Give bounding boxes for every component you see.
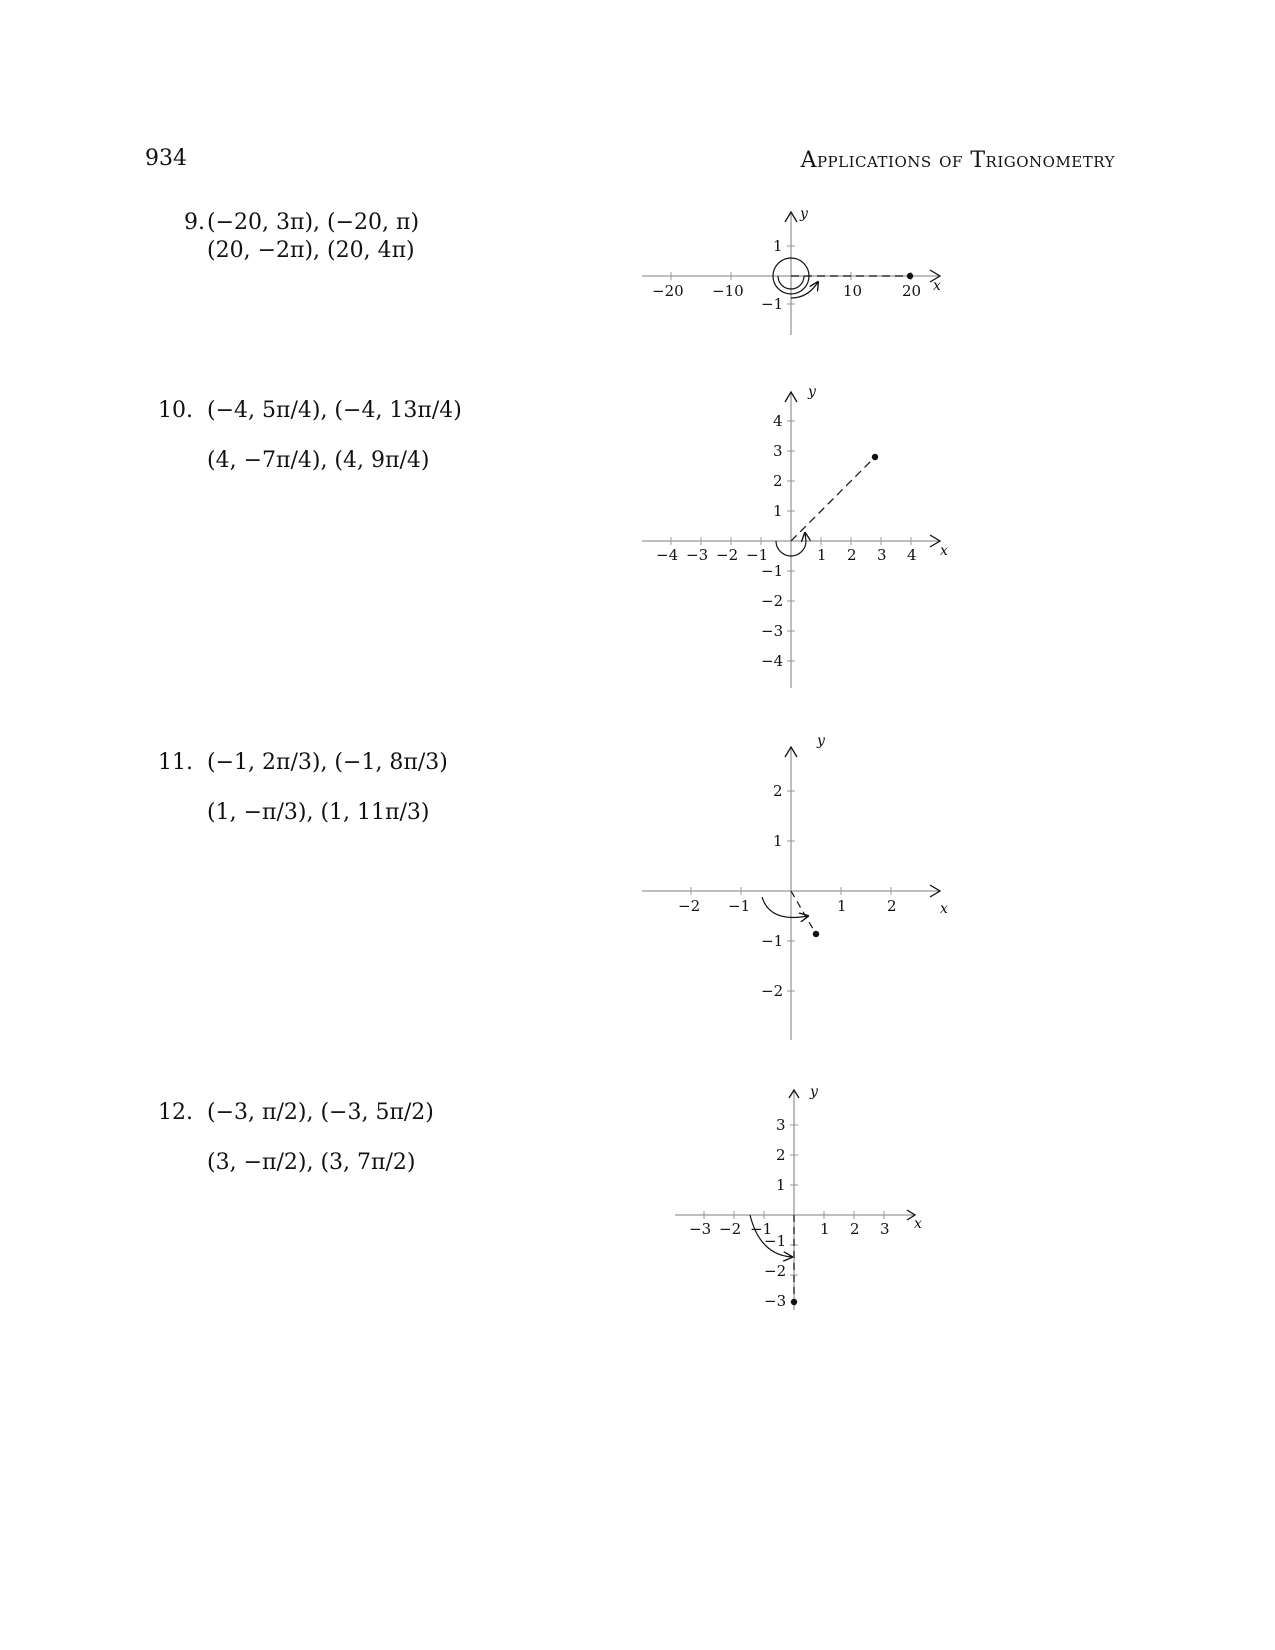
tick-label: −10 [712,282,744,300]
tick-label: −4 [656,546,679,564]
tick-label: 3 [773,442,783,460]
tick-label: 2 [850,1220,860,1238]
tick-label: −2 [719,1220,742,1238]
answer-line-2: (20, −2π), (20, 4π) [207,238,415,263]
answer-line-1: (−4, 5π/4), (−4, 13π/4) [207,398,462,423]
tick-label: 4 [907,546,917,564]
tick-label: −2 [678,897,701,915]
polar-graph-12 [670,1080,940,1320]
tick-label: 2 [773,472,783,490]
problem-number: 9. [184,210,205,235]
tick-label: 2 [776,1146,786,1164]
tick-label: 1 [820,1220,830,1238]
x-axis-label: x [914,1216,922,1232]
tick-label: 10 [843,282,863,300]
tick-label: 1 [817,546,827,564]
problem-number: 11. [158,750,193,775]
tick-label: −3 [764,1292,787,1310]
x-axis-label: x [940,543,948,559]
tick-label: −1 [761,562,784,580]
tick-label: −2 [761,592,784,610]
tick-label: −1 [746,546,769,564]
tick-label: −1 [764,1232,787,1250]
answer-line-2: (1, −π/3), (1, 11π/3) [207,800,430,825]
problem-number: 12. [158,1100,193,1125]
tick-label: 3 [877,546,887,564]
y-axis-label: y [810,1084,818,1100]
plotted-point [813,931,819,937]
tick-label: 1 [773,832,783,850]
tick-label: −1 [761,932,784,950]
tick-label: 3 [776,1116,786,1134]
tick-label: 4 [773,412,783,430]
plotted-point [907,273,913,279]
tick-label: 1 [773,237,783,255]
radius-line [791,457,875,541]
rotation-arrow [791,282,818,298]
tick-label: −20 [652,282,684,300]
tick-label: 1 [776,1176,786,1194]
page-number: 934 [145,146,187,171]
tick-label: −3 [686,546,709,564]
tick-label: −2 [716,546,739,564]
polar-graph-9 [640,200,960,340]
tick-label: 2 [773,782,783,800]
tick-label: −1 [761,295,784,313]
tick-label: 2 [887,897,897,915]
answer-line-1: (−20, 3π), (−20, π) [207,210,420,235]
tick-label: 3 [880,1220,890,1238]
problem-number: 10. [158,398,193,423]
tick-label: 1 [837,897,847,915]
y-axis-label: y [808,384,816,400]
tick-label: −2 [764,1262,787,1280]
tick-label: 1 [773,502,783,520]
tick-label: −3 [689,1220,712,1238]
tick-label: −4 [761,652,784,670]
tick-label: 20 [902,282,922,300]
tick-label: −2 [761,982,784,1000]
tick-label: −1 [750,1220,773,1238]
polar-graph-10 [640,380,960,692]
tick-label: 2 [847,546,857,564]
answer-line-1: (−1, 2π/3), (−1, 8π/3) [207,750,448,775]
y-axis-label: y [800,206,808,222]
x-axis-label: x [933,278,941,294]
answer-line-1: (−3, π/2), (−3, 5π/2) [207,1100,434,1125]
y-axis-label: y [817,733,825,749]
tick-label: −1 [728,897,751,915]
answer-line-2: (3, −π/2), (3, 7π/2) [207,1150,416,1175]
tick-label: −3 [761,622,784,640]
plotted-point [791,1299,797,1305]
polar-graph-11 [640,735,960,1045]
running-head: Applications of Trigonometry [800,148,1115,173]
rotation-arrow [762,897,808,917]
plotted-point [872,454,878,460]
answer-line-2: (4, −7π/4), (4, 9π/4) [207,448,430,473]
x-axis-label: x [940,901,948,917]
radius-line [791,891,816,934]
